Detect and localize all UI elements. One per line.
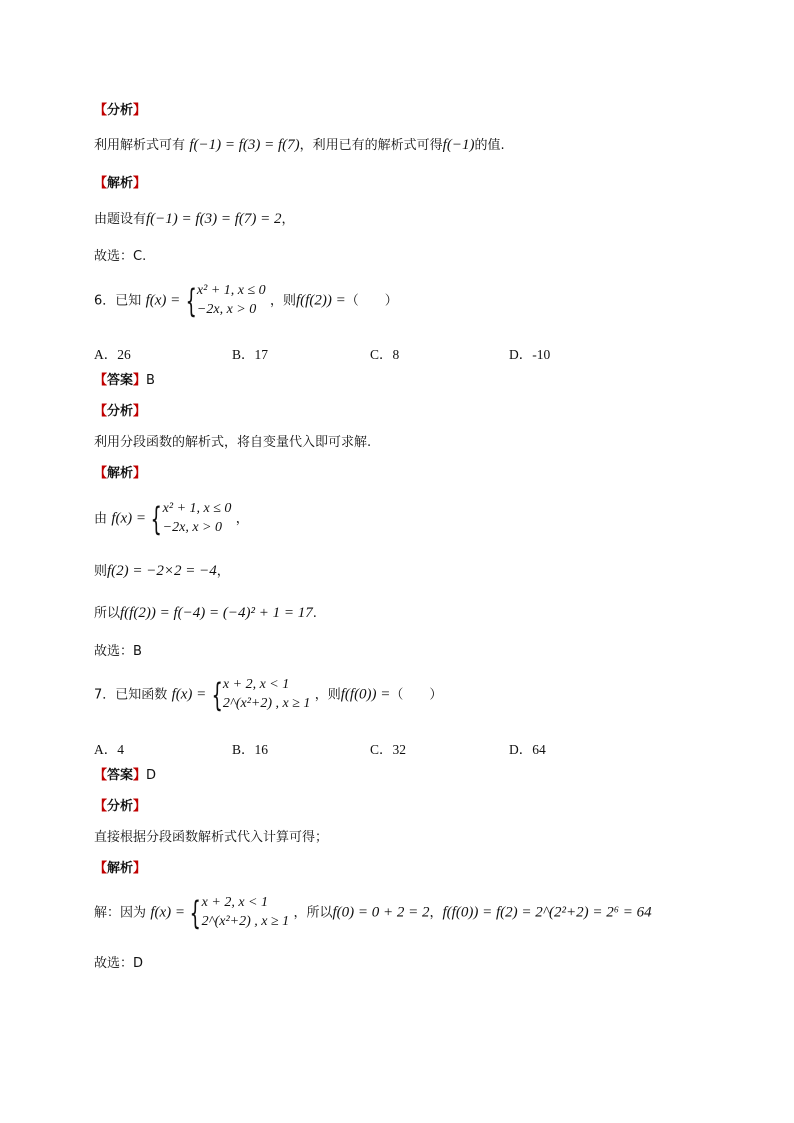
q6-choice: 故选：B bbox=[94, 644, 142, 659]
q5-choice: 故选：C. bbox=[94, 249, 147, 264]
q6-solution-def: 由 f(x) = { x² + 1, x ≤ 0 −2x, x > 0 ， bbox=[94, 499, 249, 538]
piecewise-function: { x² + 1, x ≤ 0 −2x, x > 0 bbox=[185, 281, 266, 320]
q6-step2: 所以f(f(2)) = f(−4) = (−4)² + 1 = 17. bbox=[94, 605, 317, 621]
q6-stem: 6．已知 f(x) = { x² + 1, x ≤ 0 −2x, x > 0 ，则f(f(2)) =（ ） bbox=[94, 281, 398, 320]
piecewise-function: { x + 2, x < 1 2^(x²+2) , x ≥ 1 bbox=[189, 893, 290, 932]
q7-solution-line: 解：因为 f(x) = { x + 2, x < 1 2^(x²+2) , x ≥ 1 ，所以f(0) = 0 + 2 = 2，f(f(0)) = f(2) = 2^(2²+2) = 2⁶ = 64 bbox=[94, 893, 652, 932]
q6-option-c: C．8 bbox=[370, 347, 400, 362]
q6-option-a: A．26 bbox=[94, 347, 131, 362]
solution-heading: 【解析】 bbox=[94, 861, 147, 876]
piecewise-function: { x² + 1, x ≤ 0 −2x, x > 0 bbox=[150, 499, 232, 538]
q7-analysis-text: 直接根据分段函数解析式代入计算可得； bbox=[94, 830, 329, 845]
q7-stem: 7．已知函数 f(x) = { x + 2, x < 1 2^(x²+2) , x ≥ 1 ，则f(f(0)) =（ ） bbox=[94, 675, 443, 714]
q6-answer: 【答案】B bbox=[94, 373, 155, 388]
q6-option-b: B．17 bbox=[232, 347, 269, 362]
q7-answer: 【答案】D bbox=[94, 768, 157, 783]
q7-option-a: A．4 bbox=[94, 742, 124, 757]
solution-heading: 【解析】 bbox=[94, 176, 147, 191]
solution-heading: 【解析】 bbox=[94, 466, 147, 481]
q7-option-b: B．16 bbox=[232, 742, 269, 757]
q7-option-c: C．32 bbox=[370, 742, 407, 757]
q6-option-d: D．-10 bbox=[509, 347, 551, 362]
piecewise-function: { x + 2, x < 1 2^(x²+2) , x ≥ 1 bbox=[211, 675, 311, 714]
q6-step1: 则f(2) = −2×2 = −4， bbox=[94, 563, 230, 579]
q5-analysis-line: 利用解析式可有 f(−1) = f(3) = f(7)，利用已有的解析式可得f(−1)的值. bbox=[94, 137, 505, 153]
q7-option-d: D．64 bbox=[509, 742, 546, 757]
q6-analysis-text: 利用分段函数的解析式，将自变量代入即可求解. bbox=[94, 435, 372, 450]
analysis-heading: 【分析】 bbox=[94, 404, 147, 419]
q7-choice: 故选：D bbox=[94, 956, 144, 971]
analysis-heading: 【分析】 bbox=[94, 103, 147, 118]
q5-solution-line: 由题设有f(−1) = f(3) = f(7) = 2， bbox=[94, 211, 295, 227]
analysis-heading: 【分析】 bbox=[94, 799, 147, 814]
